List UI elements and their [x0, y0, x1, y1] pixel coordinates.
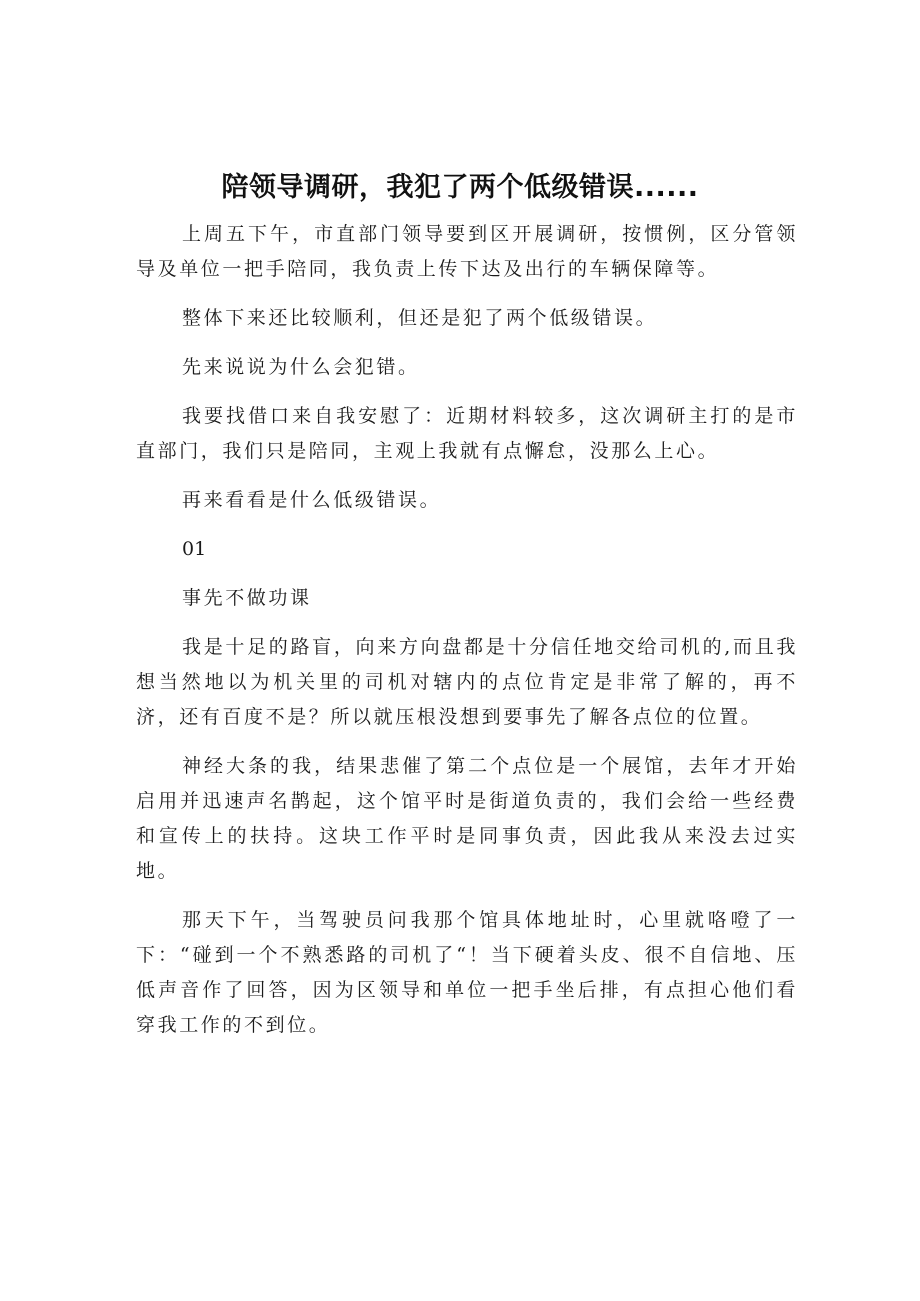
paragraph-why: 先来说说为什么会犯错。: [182, 356, 420, 378]
paragraph-summary: 整体下来还比较顺利，但还是犯了两个低级错误。: [182, 307, 658, 329]
paragraph-excuse: 我要找借口来自我安慰了：近期材料较多，这次调研主打的是市直部门，我们只是陪同，主观上我就有点懈怠，没那么上心。: [136, 405, 798, 462]
paragraph-driver: 那天下午，当驾驶员问我那个馆具体地址时，心里就咯噔了一下：“碰到一个不熟悉路的司机了“！当下硬着头皮、很不自信地、压低声音作了回答，因为区领导和单位一把手坐后排，有点担心他们看穿我工作的不到位。: [136, 909, 798, 1036]
section-number: 01: [182, 538, 207, 560]
paragraph-intro: 上周五下午，市直部门领导要到区开展调研，按惯例，区分管领导及单位一把手陪同，我负责上传下达及出行的车辆保障等。: [136, 223, 798, 280]
paragraph-what: 再来看看是什么低级错误。: [182, 489, 442, 511]
paragraph-road: 我是十足的路盲，向来方向盘都是十分信任地交给司机的,而且我想当然地以为机关里的司机对辖内的点位肯定是非常了解的，再不济，还有百度不是？所以就压根没想到要事先了解各点位的位置。: [136, 636, 798, 728]
document-body: [136, 217, 798, 1057]
section-heading: 事先不做功课: [182, 587, 312, 609]
document-title: 陪领导调研，我犯了两个低级错误......: [221, 172, 699, 203]
paragraph-venue: 神经大条的我，结果悲催了第二个点位是一个展馆，去年才开始启用并迅速声名鹊起，这个馆平时是街道负责的，我们会给一些经费和宣传上的扶持。这块工作平时是同事负责，因此我从来没去过实地。: [136, 755, 798, 882]
